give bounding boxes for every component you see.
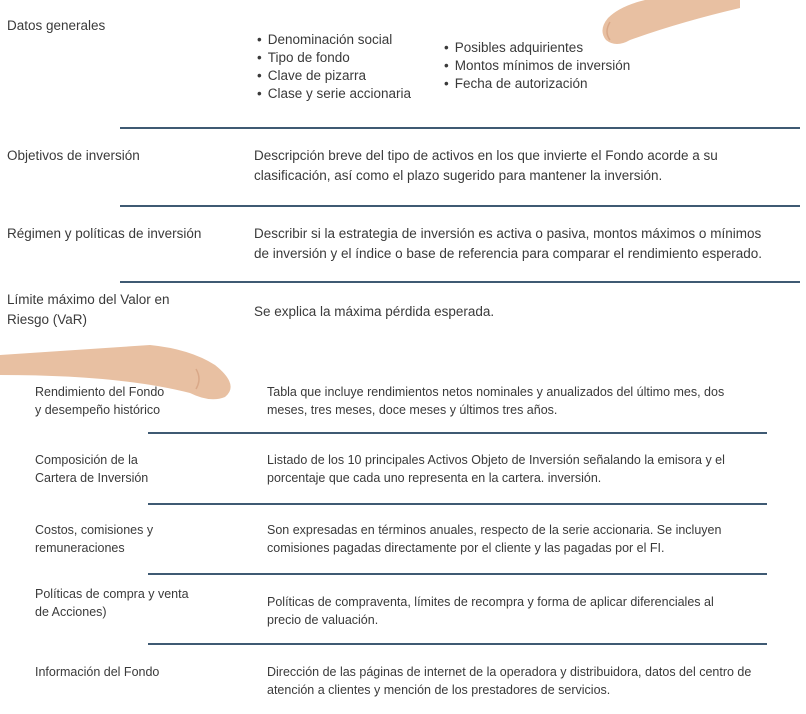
investment-regime-label: Régimen y políticas de inversión: [7, 226, 202, 241]
general-bullets-right: [444, 39, 630, 93]
list-item: • Montos mínimos de inversión: [444, 57, 630, 75]
list-item: • Posibles adquirientes: [444, 39, 630, 57]
divider: [120, 127, 800, 129]
investment-objectives-label: Objetivos de inversión: [7, 148, 140, 163]
var-limit-desc: Se explica la máxima pérdida esperada.: [254, 304, 495, 319]
fund-performance-desc: Tabla que incluye rendimientos netos nominales y anualizados del último mes, dos meses, tres meses, doce meses y últimos tres años.: [267, 385, 725, 417]
investment-objectives-desc: Descripción breve del tipo de activos en los que invierte el Fondo acorde a su clasificación, así como el plazo sugerido para mantener la inversión.: [254, 148, 718, 183]
divider: [120, 205, 800, 207]
divider: [120, 281, 800, 283]
divider: [148, 573, 767, 575]
investment-regime-desc: Describir si la estrategia de inversión es activa o pasiva, montos máximos o mínimos de inversión y el índice o base de referencia para comparar el rendimiento esperado.: [254, 226, 763, 261]
fund-info-desc: Dirección de las páginas de internet de la operadora y distribuidora, datos del centro de atención a clientes y mención de los prestadores de servicios.: [267, 665, 752, 697]
list-item: • Denominación social: [257, 31, 411, 49]
list-item: • Clave de pizarra: [257, 67, 411, 85]
costs-label: Costos, comisiones y remuneraciones: [35, 523, 154, 555]
costs-desc: Son expresadas en términos anuales, respecto de la serie accionaria. Se incluyen comisiones pagadas directamente por el cliente y las pagadas por el FI.: [267, 523, 722, 555]
var-limit-label: Límite máximo del Valor en Riesgo (VaR): [7, 292, 170, 327]
portfolio-composition-desc: Listado de los 10 principales Activos Objeto de Inversión señalando la emisora y el porcentaje que cada uno representa en la cartera. inversión.: [267, 453, 725, 485]
divider: [148, 503, 767, 505]
list-item: • Tipo de fondo: [257, 49, 411, 67]
general-data-label: Datos generales: [7, 18, 106, 33]
fund-performance-label: Rendimiento del Fondo y desempeño histórico: [35, 385, 165, 417]
general-bullets-left: [257, 31, 411, 103]
divider: [148, 432, 767, 434]
trading-policies-label: Políticas de compra y venta de Acciones): [35, 587, 189, 619]
trading-policies-desc: Políticas de compraventa, límites de recompra y forma de aplicar diferenciales al precio de valuación.: [267, 595, 714, 627]
list-item: • Fecha de autorización: [444, 75, 630, 93]
list-item: • Clase y serie accionaria: [257, 85, 411, 103]
portfolio-composition-label: Composición de la Cartera de Inversión: [35, 453, 149, 485]
divider: [148, 643, 767, 645]
fund-info-label: Información del Fondo: [35, 665, 160, 679]
